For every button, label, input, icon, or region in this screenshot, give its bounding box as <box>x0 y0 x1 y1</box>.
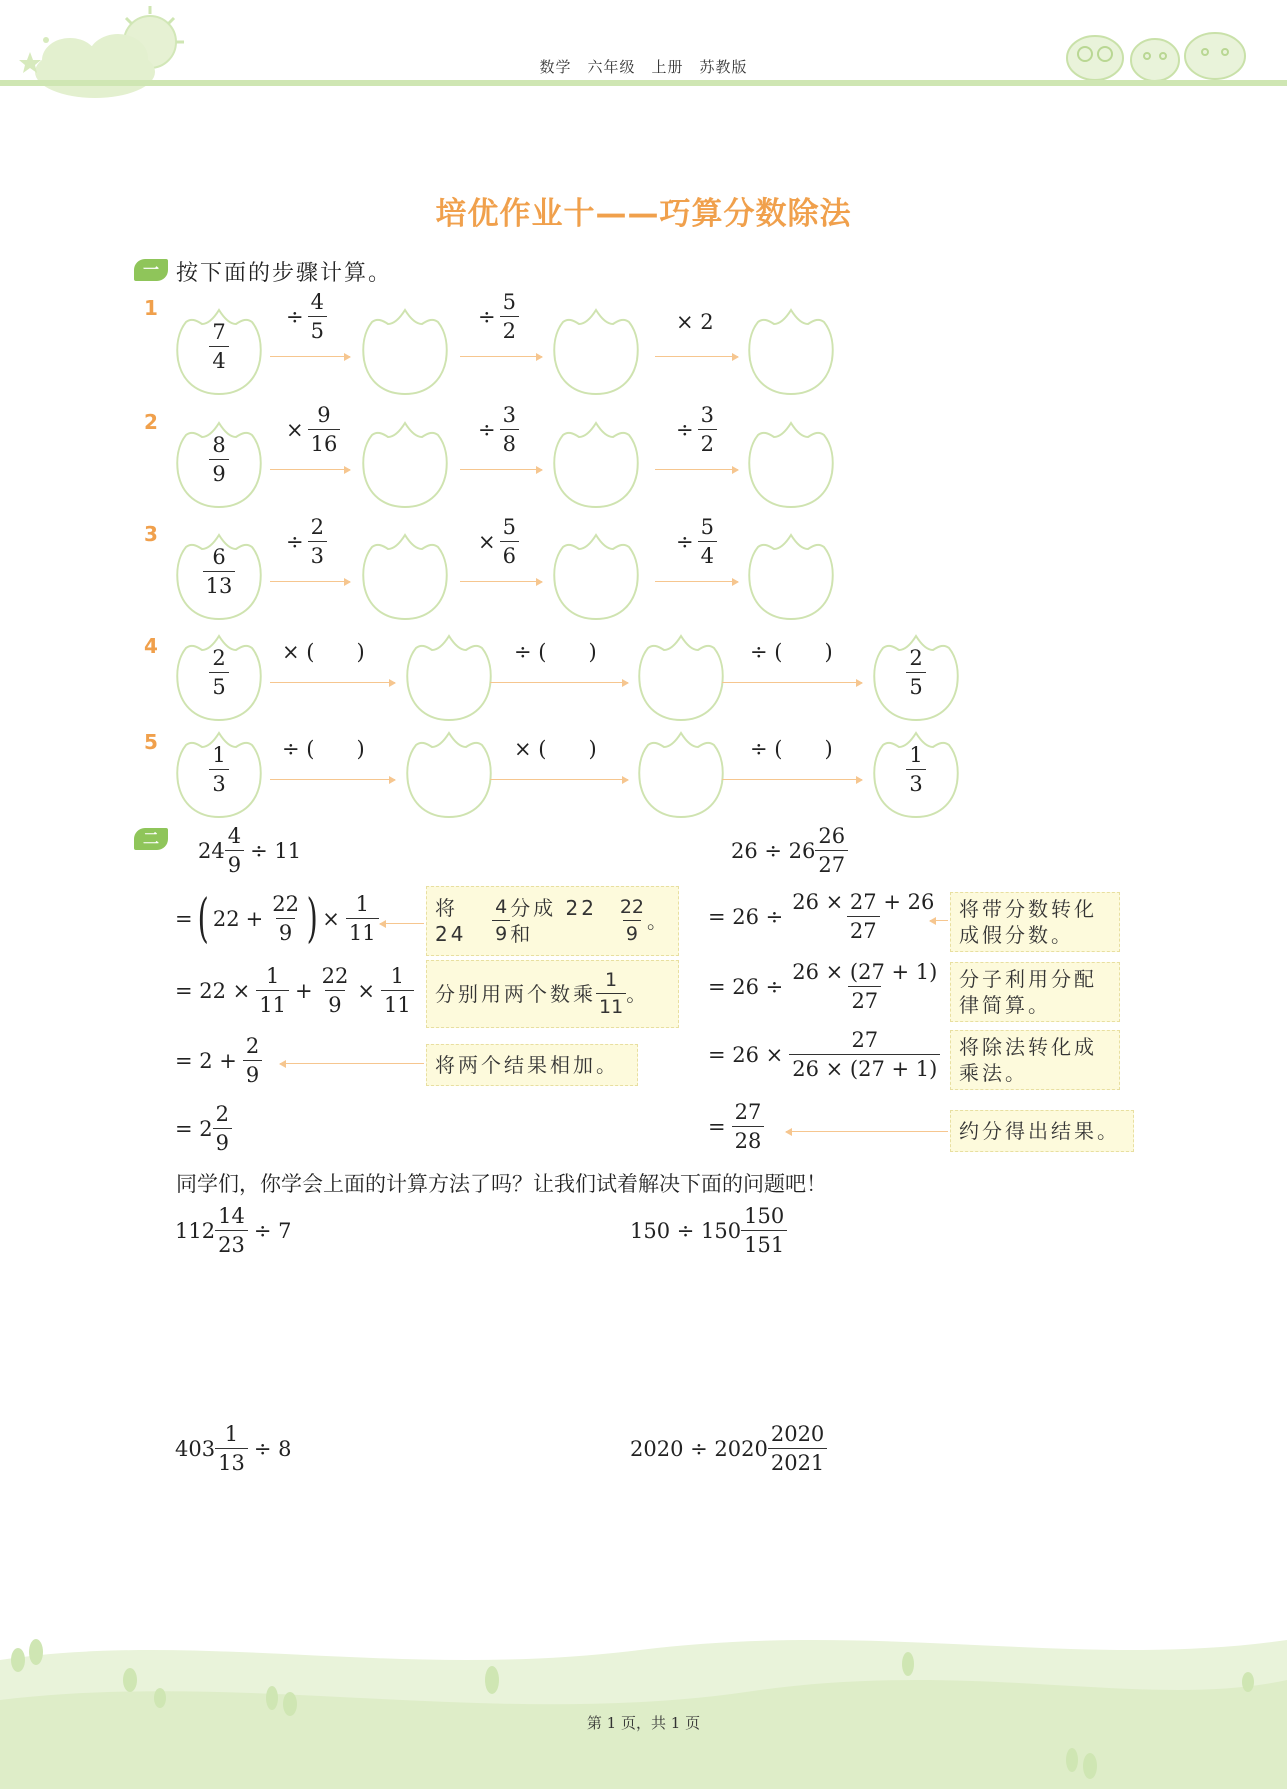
step-arrow <box>722 682 862 683</box>
answer-bud[interactable] <box>360 531 450 623</box>
step-arrow <box>722 779 862 780</box>
question-number-3: 3 <box>144 522 158 546</box>
section-badge-2: 二 <box>134 828 168 850</box>
answer-bud[interactable] <box>404 729 494 821</box>
answer-bud[interactable] <box>551 419 641 511</box>
left-note-3: 将两个结果相加。 <box>426 1044 638 1086</box>
practice-1: 112 $\frac{14}{23}$ ÷ 7 <box>175 1204 292 1257</box>
question-number-2: 2 <box>144 410 158 434</box>
header-text: 数学 六年级 上册 苏教版 <box>539 58 748 76</box>
answer-bud: $\frac{8}{9}$ <box>174 419 264 511</box>
step-arrow <box>270 581 350 582</box>
right-step-3: = 26 × $\frac{27}{26 \times (27 + 1)}$ <box>708 1028 940 1082</box>
operation-label[interactable]: × 2 <box>676 310 714 334</box>
left-step-1: = ( 22 + $\frac{22}{9}$ ) × $\frac{1}{11}$ <box>175 892 379 946</box>
answer-bud: $\frac{1}{3}$ <box>174 729 264 821</box>
operation-label[interactable]: ÷ ( ) <box>282 737 365 761</box>
hills-decoration <box>0 1620 1287 1789</box>
answer-bud[interactable] <box>551 306 641 398</box>
practice-3: 403 $\frac{1}{13}$ ÷ 8 <box>175 1422 292 1475</box>
operation-label: ÷ $\frac{5}{4}$ <box>676 515 717 569</box>
right-step-2: = 26 ÷ $\frac{26 \times (27 + 1)}{27}$ <box>708 960 938 1013</box>
operation-label: ÷ $\frac{3}{8}$ <box>478 403 519 457</box>
step-arrow <box>460 356 542 357</box>
right-note-1: 将带分数转化 成假分数。 <box>950 892 1120 952</box>
answer-bud[interactable] <box>746 419 836 511</box>
left-problem: 24 $\frac{4}{9}$ ÷ 11 <box>198 824 302 877</box>
question-number-1: 1 <box>144 296 158 320</box>
practice-4: 2020 ÷ 2020 $\frac{2020}{2021}$ <box>630 1422 827 1476</box>
answer-bud: $\frac{6}{13}$ <box>174 531 264 623</box>
operation-label[interactable]: ÷ ( ) <box>750 737 833 761</box>
right-step-4: = $\frac{27}{28}$ <box>708 1100 764 1154</box>
answer-bud[interactable] <box>636 729 726 821</box>
step-arrow <box>270 356 350 357</box>
answer-bud[interactable] <box>360 419 450 511</box>
intro-text: 同学们，你学会上面的计算方法了吗？让我们试着解决下面的问题吧！ <box>176 1172 827 1196</box>
answer-bud[interactable] <box>746 306 836 398</box>
right-note-4: 约分得出结果。 <box>950 1110 1134 1152</box>
right-note-3: 将除法转化成 乘法。 <box>950 1030 1120 1090</box>
left-note-arrow-1 <box>380 923 424 924</box>
left-step-3: = 2 + $\frac{2}{9}$ <box>175 1034 262 1088</box>
section-badge-1: 一 <box>134 259 168 281</box>
left-note-arrow-3 <box>280 1063 424 1064</box>
answer-bud[interactable] <box>360 306 450 398</box>
right-note-2: 分子利用分配 律简算。 <box>950 962 1120 1022</box>
right-problem: 26 ÷ 26 $\frac{26}{27}$ <box>731 824 848 878</box>
answer-bud: $\frac{2}{5}$ <box>174 632 264 724</box>
step-arrow <box>655 581 738 582</box>
question-number-5: 5 <box>144 730 158 754</box>
right-note-arrow-4 <box>786 1131 948 1132</box>
answer-bud[interactable] <box>404 632 494 724</box>
operation-label: ÷ $\frac{3}{2}$ <box>676 403 717 457</box>
operation-label: × $\frac{5}{6}$ <box>478 515 519 569</box>
section-1-instruction: 按下面的步骤计算。 <box>176 261 393 286</box>
operation-label[interactable]: × ( ) <box>282 640 365 664</box>
cloud-sun-decoration <box>0 0 200 110</box>
step-arrow <box>460 581 542 582</box>
answer-bud[interactable] <box>746 531 836 623</box>
header-rule <box>0 80 1287 86</box>
right-step-1: = 26 ÷ $\frac{26 \times 27 + 26}{27}$ <box>708 890 935 943</box>
operation-label[interactable]: × ( ) <box>514 737 597 761</box>
right-note-arrow-1 <box>930 920 948 921</box>
step-arrow <box>490 682 628 683</box>
operation-label: × $\frac{9}{16}$ <box>286 403 340 457</box>
operation-label: ÷ $\frac{4}{5}$ <box>286 290 327 344</box>
step-arrow <box>270 469 350 470</box>
operation-label: ÷ $\frac{5}{2}$ <box>478 290 519 344</box>
left-step-2: = 22 × $\frac{1}{11}$ + $\frac{22}{9}$ × $\frac{1}{11}$ <box>175 964 414 1018</box>
left-note-1: 将 24 $\frac{4}{9}$ 分成 22 和 $\frac{22}{9}$ 。 <box>426 886 679 956</box>
question-number-4: 4 <box>144 634 158 658</box>
end-fraction: $\frac{1}{3}$ <box>871 743 961 797</box>
answer-bud[interactable] <box>636 632 726 724</box>
step-arrow <box>460 469 542 470</box>
page-footer: 第 1 页，共 1 页 <box>586 1714 701 1732</box>
step-arrow <box>655 469 738 470</box>
end-fraction: $\frac{2}{5}$ <box>871 646 961 700</box>
left-note-2: 分别用两个数乘 $\frac{1}{11}$ 。 <box>426 960 679 1028</box>
left-step-4: = 2 $\frac{2}{9}$ <box>175 1102 232 1156</box>
operation-label[interactable]: ÷ ( ) <box>750 640 833 664</box>
answer-bud: $\frac{7}{4}$ <box>174 306 264 398</box>
step-arrow <box>270 682 395 683</box>
step-arrow <box>490 779 628 780</box>
operation-label: ÷ $\frac{2}{3}$ <box>286 515 327 569</box>
step-arrow <box>270 779 395 780</box>
answer-bud <box>871 632 961 724</box>
step-arrow <box>655 356 738 357</box>
practice-2: 150 ÷ 150 $\frac{150}{151}$ <box>630 1204 787 1258</box>
answer-bud <box>871 729 961 821</box>
page-title: 培优作业十——巧算分数除法 <box>435 196 852 232</box>
operation-label[interactable]: ÷ ( ) <box>514 640 597 664</box>
answer-bud[interactable] <box>551 531 641 623</box>
